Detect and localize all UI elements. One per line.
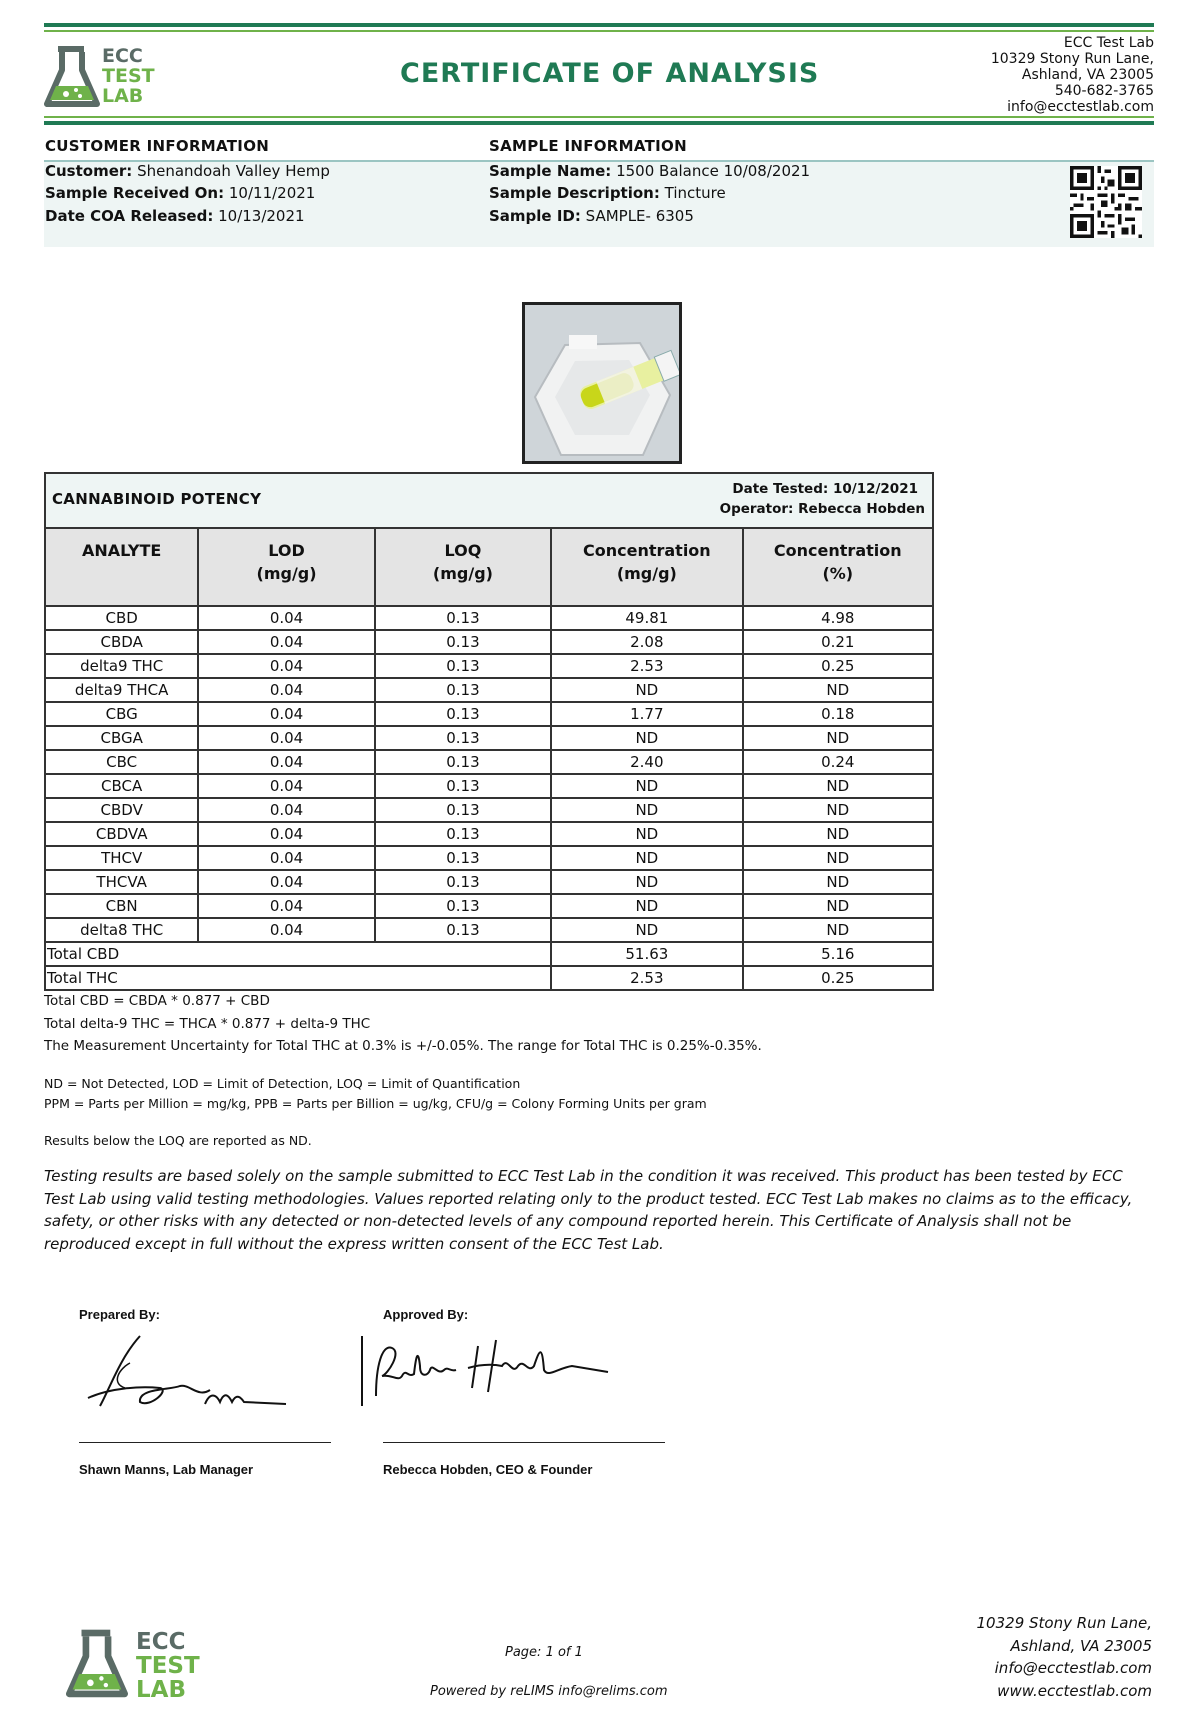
total-row — [45, 942, 933, 966]
lod: 0.04 — [198, 630, 374, 654]
header-rule-bottom — [44, 116, 1154, 118]
conc-mg: ND — [551, 870, 742, 894]
conc-pct: ND — [743, 798, 933, 822]
customer-section-title: CUSTOMER INFORMATION — [45, 137, 270, 155]
sample-desc-label: Sample Description: — [489, 184, 660, 202]
loq: 0.13 — [375, 918, 551, 942]
conc-pct: ND — [743, 726, 933, 750]
conc-mg: ND — [551, 726, 742, 750]
logo-line-ecc: ECC — [102, 45, 143, 67]
table-row — [45, 846, 933, 870]
conc-mg: ND — [551, 774, 742, 798]
logo-wordmark — [102, 46, 155, 106]
table-row — [45, 870, 933, 894]
table-row — [45, 654, 933, 678]
analyte: CBD — [45, 606, 198, 630]
loq: 0.13 — [375, 774, 551, 798]
lab-phone: 540-682-3765 — [1054, 83, 1154, 99]
uncertainty-note: The Measurement Uncertainty for Total THC at 0.3% is +/-0.05%. The range for Total THC is 0.25%-0.35%. — [44, 1038, 762, 1054]
conc-mg: 2.53 — [551, 654, 742, 678]
sample-name-value: 1500 Balance 10/08/2021 — [616, 162, 811, 180]
total-pct: 0.25 — [743, 966, 933, 990]
loq: 0.13 — [375, 870, 551, 894]
prepared-name: Shawn Manns, Lab Manager — [79, 1462, 254, 1477]
sample-desc-value: Tincture — [664, 184, 726, 202]
loq: 0.13 — [375, 678, 551, 702]
header-rule-bottom-thick — [44, 121, 1154, 125]
footer-logo-lab: LAB — [136, 1677, 186, 1703]
table-row — [45, 678, 933, 702]
sample-section-title: SAMPLE INFORMATION — [489, 137, 687, 155]
lod: 0.04 — [198, 846, 374, 870]
table-row — [45, 726, 933, 750]
conc-pct: ND — [743, 678, 933, 702]
footer-address — [977, 1612, 1152, 1702]
abbreviations-1: ND = Not Detected, LOD = Limit of Detection, LOQ = Limit of Quantification — [44, 1076, 521, 1091]
col-lod: LOD (mg/g) — [198, 528, 374, 606]
table-row — [45, 894, 933, 918]
total-row — [45, 966, 933, 990]
lod: 0.04 — [198, 918, 374, 942]
received-row — [45, 184, 315, 202]
received-label: Sample Received On: — [45, 184, 225, 202]
total-mg: 51.63 — [551, 942, 742, 966]
lod: 0.04 — [198, 870, 374, 894]
conc-mg: 2.40 — [551, 750, 742, 774]
powered-by: Powered by reLIMS info@relims.com — [430, 1684, 668, 1699]
footer-logo — [66, 1626, 206, 1706]
potency-rows — [45, 606, 933, 990]
footer-city: Ashland, VA 23005 — [1010, 1636, 1152, 1655]
loq: 0.13 — [375, 630, 551, 654]
lod: 0.04 — [198, 702, 374, 726]
sample-name-row — [489, 162, 810, 180]
conc-pct: ND — [743, 774, 933, 798]
table-row — [45, 774, 933, 798]
conc-pct: 0.25 — [743, 654, 933, 678]
analyte: delta9 THCA — [45, 678, 198, 702]
analyte: CBDV — [45, 798, 198, 822]
sample-name-label: Sample Name: — [489, 162, 612, 180]
sample-photo — [522, 302, 682, 464]
conc-pct: ND — [743, 846, 933, 870]
flask-icon — [66, 1626, 128, 1702]
conc-pct: 0.21 — [743, 630, 933, 654]
logo-line-test: TEST — [102, 65, 155, 87]
analyte: THCVA — [45, 870, 198, 894]
analyte: CBCA — [45, 774, 198, 798]
loq: 0.13 — [375, 846, 551, 870]
prepared-signature-line — [79, 1442, 331, 1443]
signature-shawn-manns — [80, 1328, 300, 1418]
loq: 0.13 — [375, 750, 551, 774]
header-rule-top — [44, 23, 1154, 27]
approved-signature-line — [383, 1442, 665, 1443]
conc-mg: ND — [551, 798, 742, 822]
lab-city: Ashland, VA 23005 — [1021, 67, 1154, 83]
header-rule-top-thin — [44, 30, 1154, 32]
conc-pct: 4.98 — [743, 606, 933, 630]
operator: Operator: Rebecca Hobden — [719, 501, 925, 517]
analyte: CBDVA — [45, 822, 198, 846]
prepared-by-label: Prepared By: — [79, 1307, 160, 1322]
sample-desc-row — [489, 184, 726, 202]
conc-mg: ND — [551, 918, 742, 942]
col-conc-mg: Concentration (mg/g) — [551, 528, 742, 606]
lod: 0.04 — [198, 894, 374, 918]
conc-mg: 49.81 — [551, 606, 742, 630]
conc-pct: ND — [743, 822, 933, 846]
table-row — [45, 822, 933, 846]
page-number: Page: 1 of 1 — [505, 1645, 583, 1660]
analyte: CBC — [45, 750, 198, 774]
conc-mg: ND — [551, 846, 742, 870]
table-row — [45, 798, 933, 822]
approved-by-label: Approved By: — [383, 1307, 469, 1322]
col-analyte: ANALYTE — [45, 528, 198, 606]
lod: 0.04 — [198, 678, 374, 702]
lod: 0.04 — [198, 726, 374, 750]
potency-column-headers — [45, 528, 933, 606]
lod: 0.04 — [198, 750, 374, 774]
footer-street: 10329 Stony Run Lane, — [976, 1614, 1152, 1632]
loq: 0.13 — [375, 822, 551, 846]
customer-name-row — [45, 162, 330, 180]
released-label: Date COA Released: — [45, 207, 214, 225]
analyte: THCV — [45, 846, 198, 870]
date-tested: Date Tested: 10/12/2021 — [732, 481, 918, 497]
loq: 0.13 — [375, 798, 551, 822]
total-pct: 5.16 — [743, 942, 933, 966]
sample-id-value: SAMPLE- 6305 — [585, 207, 694, 225]
analyte: CBGA — [45, 726, 198, 750]
abbreviations-2: PPM = Parts per Million = mg/kg, PPB = Parts per Billion = ug/kg, CFU/g = Colony Forming Units per gram — [44, 1096, 707, 1111]
table-row — [45, 918, 933, 942]
total-mg: 2.53 — [551, 966, 742, 990]
conc-pct: 0.24 — [743, 750, 933, 774]
conc-mg: ND — [551, 894, 742, 918]
lod: 0.04 — [198, 654, 374, 678]
col-conc-pct: Concentration (%) — [743, 528, 933, 606]
lod: 0.04 — [198, 798, 374, 822]
footer-website[interactable]: www.ecctestlab.com — [997, 1681, 1152, 1700]
analyte: CBG — [45, 702, 198, 726]
conc-mg: 1.77 — [551, 702, 742, 726]
logo-line-lab: LAB — [102, 85, 144, 107]
lab-name: ECC Test Lab — [1063, 35, 1154, 51]
formula-total-thc: Total delta-9 THC = THCA * 0.877 + delta-9 THC — [44, 1016, 371, 1032]
footer-email[interactable]: info@ecctestlab.com — [994, 1659, 1152, 1677]
footer-logo-wordmark — [136, 1630, 200, 1702]
potency-table — [44, 527, 934, 991]
col-loq: LOQ (mg/g) — [375, 528, 551, 606]
conc-mg: 2.08 — [551, 630, 742, 654]
loq: 0.13 — [375, 654, 551, 678]
received-value: 10/11/2021 — [228, 184, 316, 202]
released-value: 10/13/2021 — [218, 207, 305, 225]
sample-id-label: Sample ID: — [489, 207, 581, 225]
lab-email: info@ecctestlab.com — [1007, 99, 1154, 115]
lod: 0.04 — [198, 774, 374, 798]
table-row — [45, 750, 933, 774]
analyte: CBDA — [45, 630, 198, 654]
disclaimer: Testing results are based solely on the sample submitted to ECC Test Lab in the condition it was received. This product has been tested by ECC Test Lab using valid testing methodologies. Values reported relating only to the product tested. ECC Test Lab makes no claims as to the efficacy, safety, or other risks with any detected or non-detected levels of any compound reported herein. This Certificate of Analysis shall not be reproduced except in full without the express written consent of the ECC Test Lab. — [44, 1167, 1133, 1253]
tincture-vial-image — [525, 305, 679, 461]
page-title: CERTIFICATE OF ANALYSIS — [400, 58, 820, 89]
customer-label: Customer: — [45, 162, 133, 180]
loq-note: Results below the LOQ are reported as ND. — [44, 1133, 312, 1148]
loq: 0.13 — [375, 702, 551, 726]
analyte: delta9 THC — [45, 654, 198, 678]
formula-total-cbd: Total CBD = CBDA * 0.877 + CBD — [44, 993, 270, 1009]
lod: 0.04 — [198, 822, 374, 846]
sample-id-row — [489, 207, 694, 225]
analyte: delta8 THC — [45, 918, 198, 942]
potency-title: CANNABINOID POTENCY — [52, 490, 262, 508]
ecc-logo — [44, 44, 164, 114]
loq: 0.13 — [375, 606, 551, 630]
conc-pct: ND — [743, 918, 933, 942]
approved-name: Rebecca Hobden, CEO & Founder — [383, 1462, 593, 1477]
table-row — [45, 606, 933, 630]
table-row — [45, 630, 933, 654]
conc-pct: ND — [743, 870, 933, 894]
conc-mg: ND — [551, 678, 742, 702]
flask-icon — [44, 44, 100, 110]
signature-rebecca-hobden — [358, 1326, 618, 1416]
total-label: Total CBD — [45, 942, 551, 966]
lod: 0.04 — [198, 606, 374, 630]
footer-logo-ecc: ECC — [136, 1629, 186, 1655]
footer-logo-test: TEST — [136, 1653, 200, 1679]
released-row — [45, 207, 305, 225]
loq: 0.13 — [375, 894, 551, 918]
loq: 0.13 — [375, 726, 551, 750]
total-label: Total THC — [45, 966, 551, 990]
table-row — [45, 702, 933, 726]
qr-code[interactable] — [1070, 166, 1142, 238]
conc-pct: 0.18 — [743, 702, 933, 726]
conc-mg: ND — [551, 822, 742, 846]
customer-value: Shenandoah Valley Hemp — [137, 162, 330, 180]
lab-street: 10329 Stony Run Lane, — [990, 51, 1154, 67]
conc-pct: ND — [743, 894, 933, 918]
analyte: CBN — [45, 894, 198, 918]
lab-address — [991, 35, 1154, 115]
